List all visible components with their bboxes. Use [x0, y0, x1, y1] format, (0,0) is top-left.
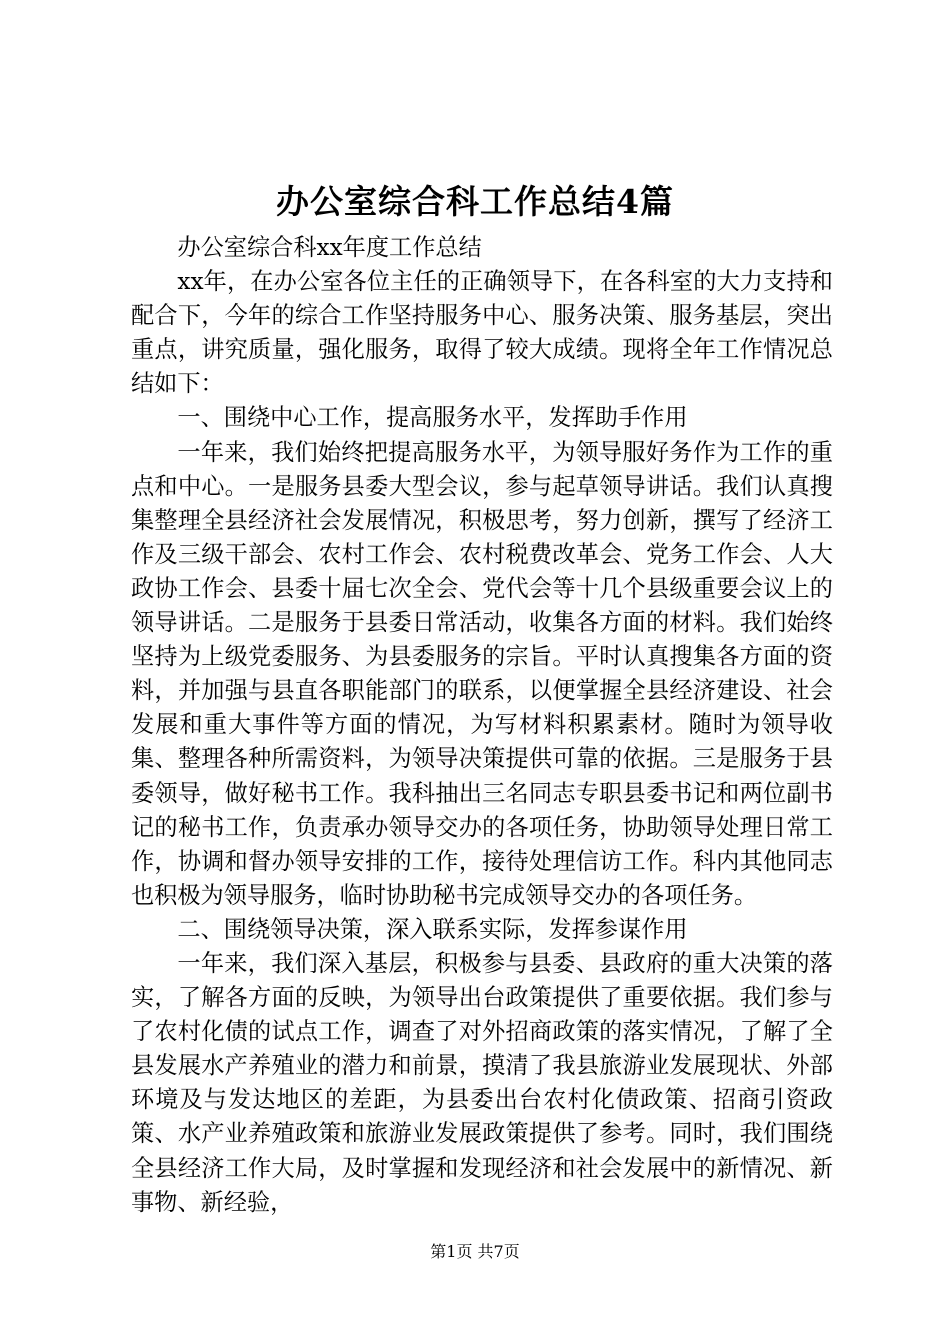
page-footer: 第1页 共7页: [430, 1242, 520, 1261]
document-body: [131, 231, 833, 1220]
paragraph-subtitle: 办公室综合科xx年度工作总结: [177, 234, 482, 261]
section-heading-2: 二、围绕领导决策，深入联系实际，发挥参谋作用: [177, 915, 688, 943]
paragraph-section-2: 一年来，我们深入基层，积极参与县委、县政府的重大决策的落实，了解各方面的反映，为领导出台政策提供了重要依据。我们参与了农村化债的试点工作，调查了对外招商政策的落实情况，了解了全县发展水产养殖业的潜力和前景，摸清了我县旅游业发展现状、外部环境及与发达地区的差距，为县委出台农村化债政策、招商引资政策、水产业养殖政策和旅游业发展政策提供了参考。同时，我们围绕全县经济工作大局，及时掌握和发现经济和社会发展中的新情况、新事物、新经验，: [131, 949, 833, 1216]
section-heading-1: 一、围绕中心工作，提高服务水平，发挥助手作用: [177, 404, 688, 432]
paragraph-section-1: 一年来，我们始终把提高服务水平，为领导服好务作为工作的重点和中心。一是服务县委大型会议，参与起草领导讲话。我们认真搜集整理全县经济社会发展情况，积极思考，努力创新，撰写了经济工作及三级干部会、农村工作会、农村税费改革会、党务工作会、人大政协工作会、县委十届七次全会、党代会等十几个县级重要会议上的领导讲话。二是服务于县委日常活动，收集各方面的材料。我们始终坚持为上级党委服务、为县委服务的宗旨。平时认真搜集各方面的资料，并加强与县直各职能部门的联系，以便掌握全县经济建设、社会发展和重大事件等方面的情况，为写材料积累素材。随时为领导收集、整理各种所需资料，为领导决策提供可靠的依据。三是服务于县委领导，做好秘书工作。我科抽出三名同志专职县委书记和两位副书记的秘书工作，负责承办领导交办的各项任务，协助领导处理日常工作，协调和督办领导安排的工作，接待处理信访工作。科内其他同志也积极为领导服务，临时协助秘书完成领导交办的各项任务。: [131, 438, 833, 909]
document-title: 办公室综合科工作总结4篇: [276, 182, 674, 221]
paragraph-intro: xx年，在办公室各位主任的正确领导下，在各科室的大力支持和配合下，今年的综合工作坚持服务中心、服务决策、服务基层，突出重点，讲究质量，强化服务，取得了较大成绩。现将全年工作情况总结如下：: [131, 268, 833, 398]
